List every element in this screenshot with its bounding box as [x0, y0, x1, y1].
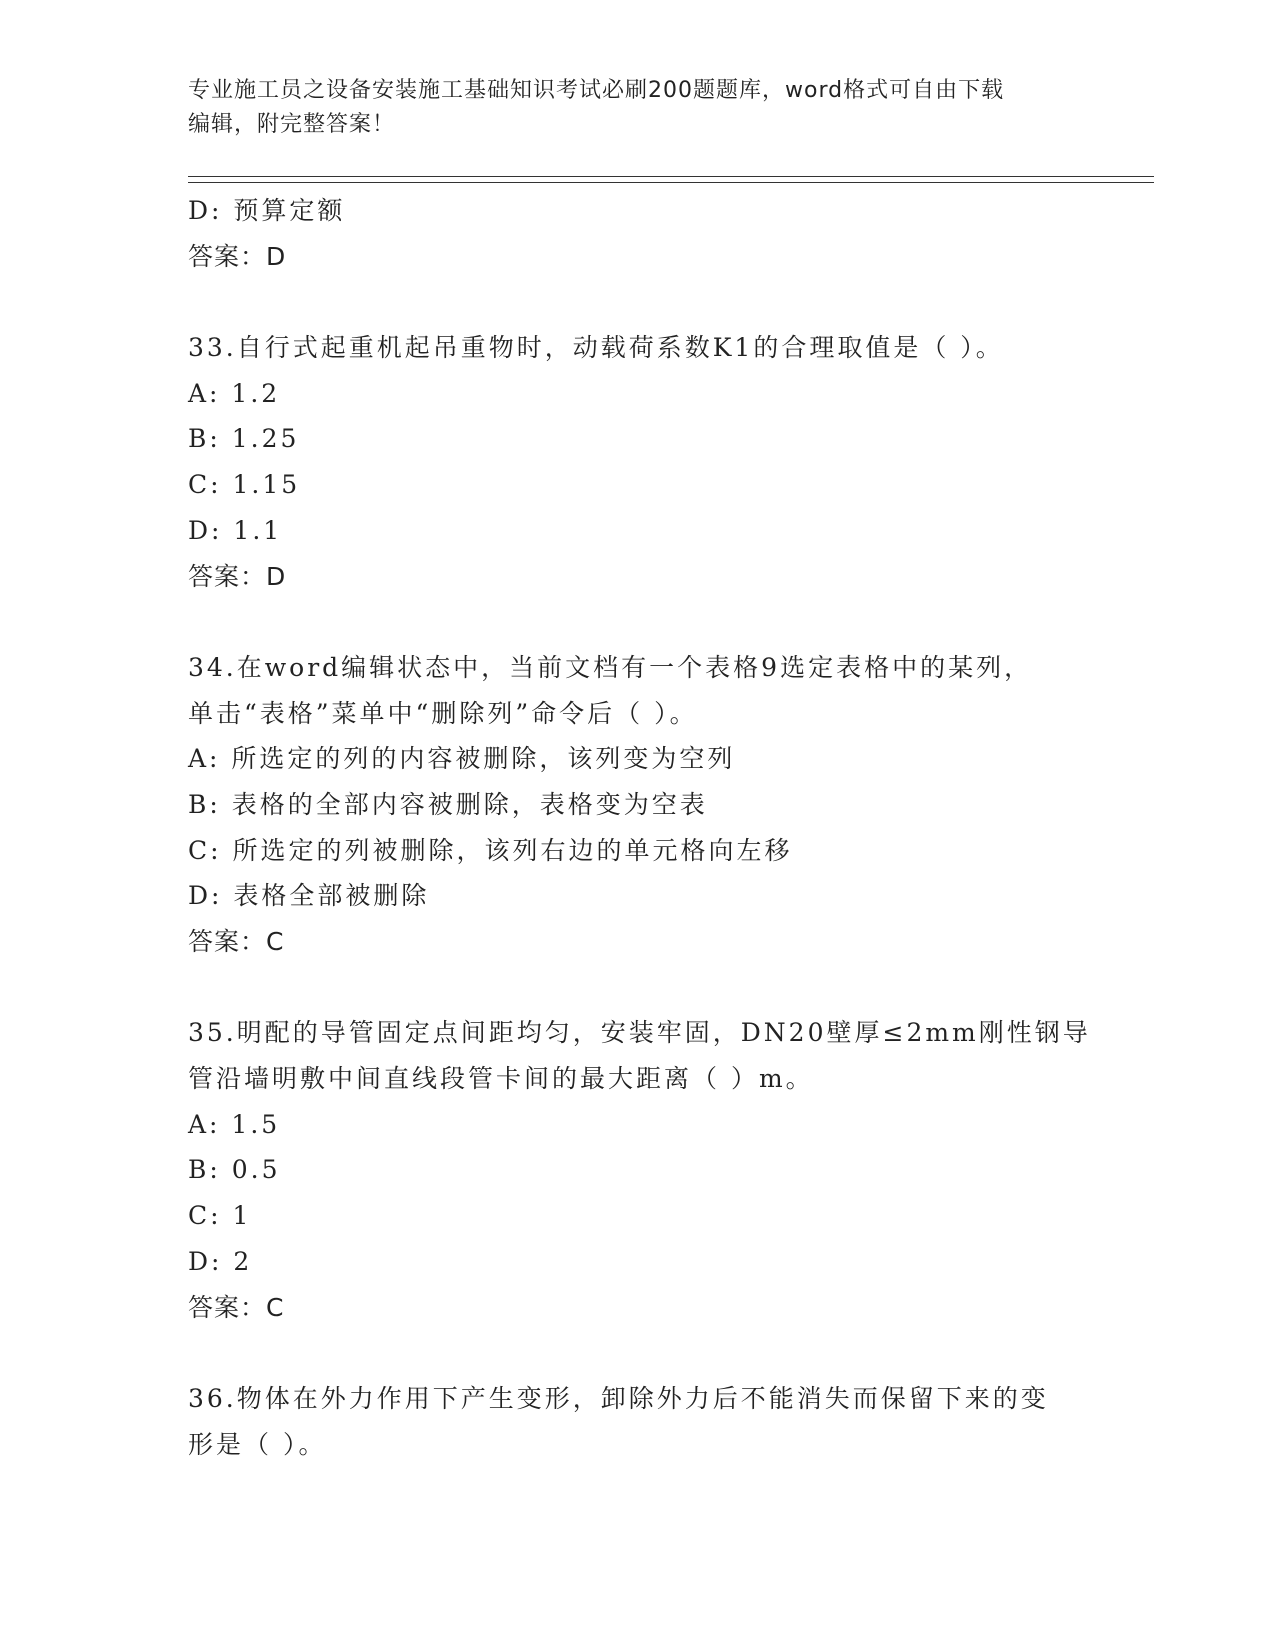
header-line-2: 编辑，附完整答案！	[188, 112, 396, 137]
option-d: D: 2	[188, 1246, 253, 1276]
question-34	[188, 645, 1154, 965]
option-c: C: 所选定的列被删除，该列右边的单元格向左移	[188, 835, 793, 865]
header-rule-top	[188, 176, 1154, 177]
answer-line: 答案：D	[188, 241, 287, 271]
option-c: C: 1	[188, 1201, 252, 1231]
answer-line: 答案：D	[188, 561, 287, 591]
answer-line: 答案：C	[188, 927, 285, 956]
option-b: B: 1.25	[188, 424, 300, 454]
option-d: D: 表格全部被删除	[188, 881, 430, 911]
question-36	[188, 1376, 1154, 1467]
question-text: 形是（ ）。	[188, 1429, 327, 1459]
question-text: 36.物体在外力作用下产生变形，卸除外力后不能消失而保留下来的变	[188, 1383, 1049, 1413]
document-body	[188, 188, 1154, 1467]
question-33	[188, 325, 1154, 599]
question-35	[188, 1010, 1154, 1330]
spacer	[188, 1330, 1154, 1376]
option-c: C: 1.15	[188, 470, 301, 500]
header-line-1: 专业施工员之设备安装施工基础知识考试必刷200题题库，word格式可自由下载	[188, 78, 1005, 103]
spacer	[188, 965, 1154, 1011]
question-text: 管沿墙明敷中间直线段管卡间的最大距离（ ）m。	[188, 1064, 814, 1094]
question-text: 单击“表格”菜单中“删除列”命令后（ ）。	[188, 698, 698, 728]
spacer	[188, 279, 1154, 325]
question-text: 35.明配的导管固定点间距均匀，安装牢固，DN20壁厚≤2mm刚性钢导	[188, 1018, 1091, 1048]
option-a: A: 所选定的列的内容被删除，该列变为空列	[188, 744, 736, 774]
option-a: A: 1.5	[188, 1109, 281, 1139]
document-header	[188, 74, 1088, 142]
spacer	[188, 599, 1154, 645]
option-b: B: 0.5	[188, 1155, 281, 1185]
question-text: 33.自行式起重机起吊重物时，动载荷系数K1的合理取值是（ ）。	[188, 333, 1004, 363]
option-d: D: 1.1	[188, 515, 283, 545]
header-rule-bottom	[188, 182, 1154, 183]
answer-line: 答案：C	[188, 1292, 285, 1322]
option-a: A: 1.2	[188, 378, 281, 408]
question-text: 34.在word编辑状态中，当前文档有一个表格9选定表格中的某列，	[188, 652, 1033, 682]
option-line: D: 预算定额	[188, 196, 346, 225]
option-b: B: 表格的全部内容被删除，表格变为空表	[188, 789, 708, 819]
